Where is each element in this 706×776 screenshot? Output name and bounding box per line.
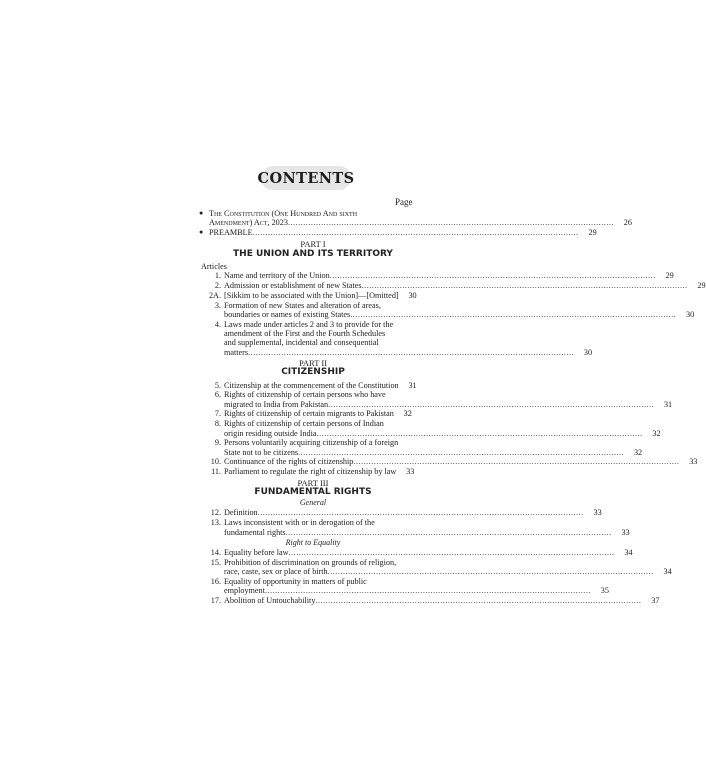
sub-heading: Right to Equality <box>285 537 341 547</box>
article-number: 2. <box>214 281 221 291</box>
dot-leader <box>317 429 643 438</box>
article-number: 9. <box>214 438 221 448</box>
part-label: PART I <box>300 239 326 250</box>
page-number: 37 <box>651 596 660 606</box>
sub-heading: General <box>299 498 327 508</box>
article-number: 10. <box>210 457 221 467</box>
page-number: 29 <box>665 271 674 281</box>
entry-text: race, caste, sex or place of birth <box>224 567 328 577</box>
dot-leader <box>315 596 641 605</box>
page-number: 29 <box>697 281 706 291</box>
page-number: 29 <box>588 228 597 238</box>
entry-text: Rights of citizenship of certain persons who have <box>224 390 386 400</box>
entry-text: [Sikkim to be associated with the Union]—[Omitted] <box>224 290 399 300</box>
page-number: 32 <box>633 447 643 457</box>
article-number: 11. <box>211 467 221 477</box>
entry-text: migrated to India from Pakistan <box>224 399 329 409</box>
dot-leader <box>350 310 676 319</box>
entry-text: State not to be citizens <box>224 447 299 457</box>
dot-leader <box>328 567 654 576</box>
toc-entry-preamble <box>199 228 597 238</box>
toc-entry-article <box>199 457 698 467</box>
toc-entry-article <box>199 291 415 300</box>
dot-leader <box>328 400 654 409</box>
dot-leader <box>253 228 579 237</box>
toc-entry-article <box>199 381 415 390</box>
table-of-contents <box>199 207 706 606</box>
bullet-icon: ● <box>199 209 204 217</box>
dot-leader <box>289 548 615 557</box>
dot-leader <box>248 348 574 357</box>
page-number: 26 <box>623 218 632 228</box>
page-number: 34 <box>663 567 672 577</box>
entry-text: and supplemental, incidental and consequential <box>224 338 379 348</box>
page-number: 33 <box>621 527 630 537</box>
page-number: 31 <box>663 399 673 409</box>
toc-entry-article <box>199 596 660 606</box>
article-number: 7. <box>214 409 221 419</box>
entry-text: The Constitution (One Hundred And sixth <box>209 209 358 218</box>
entry-text: Persons voluntarily acquiring citizenship of a foreign <box>224 438 399 448</box>
part-title: CITIZENSHIP <box>281 367 345 378</box>
article-number: 12. <box>210 508 221 518</box>
part-label: PART III <box>297 477 329 488</box>
article-number: 15. <box>210 557 221 567</box>
entry-text: matters <box>224 347 249 357</box>
toc-entry-article <box>199 390 673 409</box>
toc-entry-article <box>199 576 609 596</box>
page-number: 33 <box>689 457 698 467</box>
page-number: 34 <box>624 548 633 558</box>
article-number: 3. <box>214 300 221 310</box>
toc-entry-article <box>199 438 643 457</box>
article-number: 6. <box>214 390 221 400</box>
article-number: 5. <box>214 380 221 390</box>
dot-leader <box>353 457 679 466</box>
part-title: FUNDAMENTAL RIGHTS <box>254 486 372 497</box>
entry-text: Parliament to regulate the right of citizenship by law <box>224 467 397 477</box>
dot-leader <box>286 528 612 537</box>
page-number: 31 <box>408 380 417 390</box>
page-number: 30 <box>583 347 593 357</box>
dot-leader <box>298 448 624 457</box>
article-number: 13. <box>210 518 221 528</box>
page-number: 32 <box>652 428 661 438</box>
entry-text: Rights of citizenship of certain persons of Indian <box>224 419 384 429</box>
entry-text: Name and territory of the Union <box>224 271 330 281</box>
article-number: 16. <box>210 576 221 586</box>
entry-text: Formation of new States and alteration of areas, <box>224 300 381 310</box>
entry-text: Equality before law <box>224 548 289 558</box>
toc-entry-article <box>199 467 415 476</box>
toc-entry-article <box>199 557 672 577</box>
entry-text: Citizenship at the commencement of the Constitution <box>224 380 399 390</box>
entry-text: Definition <box>224 508 258 518</box>
article-number: 14. <box>210 548 221 558</box>
page-number: 33 <box>593 508 602 518</box>
entry-text: employment <box>224 586 265 596</box>
page-number: 35 <box>600 586 609 596</box>
page-number: 30 <box>408 290 417 300</box>
bullet-icon: ● <box>199 228 204 237</box>
articles-label: Articles <box>201 261 227 271</box>
page-number: 30 <box>686 309 695 319</box>
entry-text: Continuance of the rights of citizenship <box>224 457 354 467</box>
dot-leader <box>330 271 656 280</box>
toc-entry-article <box>199 271 674 281</box>
entry-text: PREAMBLE <box>209 228 253 238</box>
page-number: 32 <box>403 409 412 419</box>
entry-text: Laws made under articles 2 and 3 to provide for the <box>224 319 394 329</box>
entry-text: amendment of the First and the Fourth Schedules <box>224 329 386 339</box>
entry-text: Admission or establishment of new States <box>224 281 362 291</box>
part-label: PART II <box>298 357 328 368</box>
dot-leader <box>362 281 688 290</box>
entry-text: Prohibition of discrimination on grounds of religion, <box>224 557 397 567</box>
dot-leader <box>265 586 591 595</box>
toc-entry-article <box>199 508 602 518</box>
toc-entry-amendment-act <box>199 209 632 228</box>
article-number: 2A. <box>208 290 221 300</box>
part-title: THE UNION AND ITS TERRITORY <box>233 248 393 259</box>
article-number: 1. <box>214 271 221 281</box>
entry-text: fundamental rights <box>224 527 286 537</box>
toc-entry-article <box>199 518 630 537</box>
entry-text: Equality of opportunity in matters of public <box>224 576 367 586</box>
toc-entry-article <box>199 281 706 291</box>
toc-entry-article <box>199 409 415 418</box>
article-number: 17. <box>210 596 221 606</box>
toc-entry-article <box>199 548 633 558</box>
article-number: 8. <box>214 419 221 429</box>
entry-text: origin residing outside India <box>224 428 317 438</box>
toc-entry-article <box>199 300 695 320</box>
page-number: 33 <box>406 467 415 477</box>
dot-leader <box>258 508 584 517</box>
entry-text: Abolition of Untouchability <box>224 596 316 606</box>
contents-heading: CONTENTS <box>261 166 351 190</box>
dot-leader <box>288 218 614 227</box>
page-column-label: Page <box>395 197 413 207</box>
toc-entry-article <box>199 419 661 438</box>
entry-text: Rights of citizenship of certain migrants to Pakistan <box>224 409 394 419</box>
toc-entry-article <box>199 319 593 357</box>
entry-text: Laws inconsistent with or in derogation of the <box>224 518 375 528</box>
entry-text: Amendment) Act, 2023 <box>209 218 288 228</box>
entry-text: boundaries or names of existing States <box>224 309 351 319</box>
article-number: 4. <box>214 319 221 329</box>
